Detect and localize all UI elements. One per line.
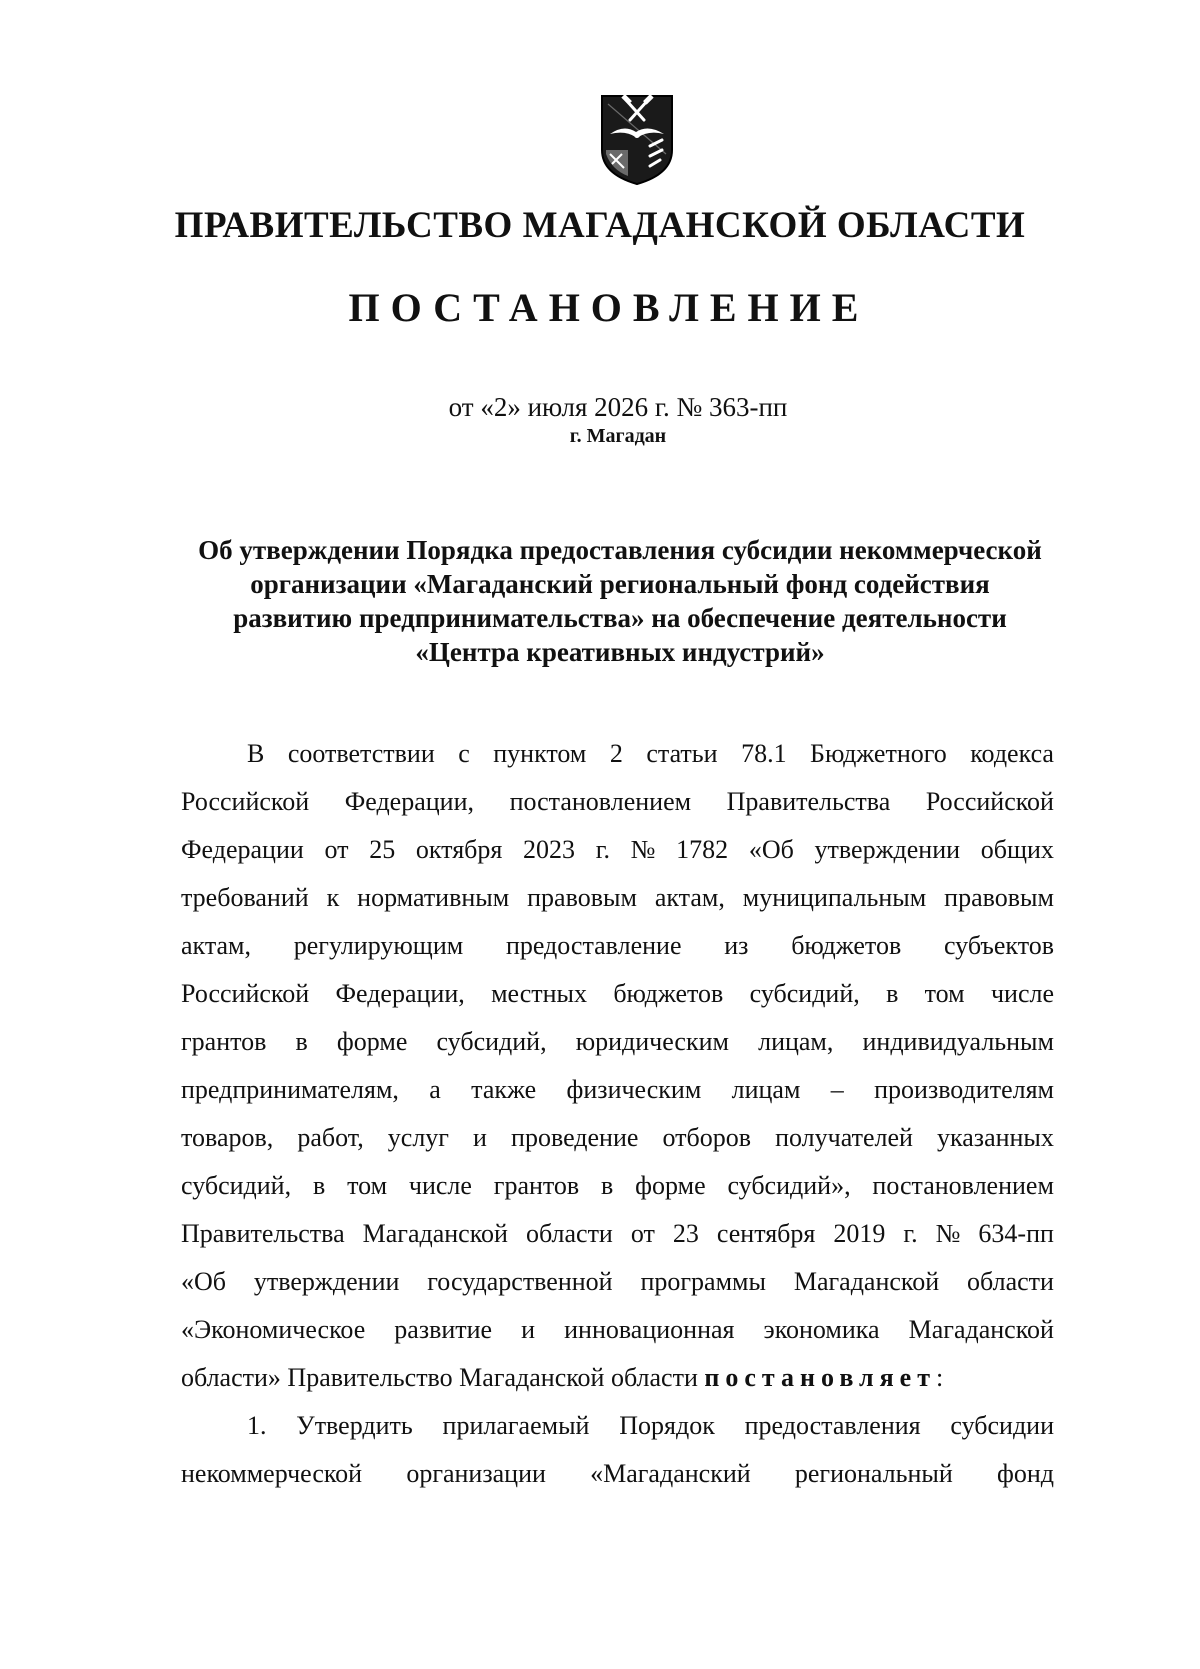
subject-line: «Центра креативных индустрий» <box>415 637 825 667</box>
subject-line: организации «Магаданский региональный фонд содействия <box>250 569 990 599</box>
closing-text: области» Правительство Магаданской области <box>181 1363 698 1392</box>
document-body <box>181 730 1054 1498</box>
body-line: Федерации от 25 октября 2023 г. № 1782 «Об утверждении общих <box>181 835 1054 864</box>
body-line: актам, регулирующим предоставление из бюджетов субъектов <box>181 931 1054 960</box>
body-line: В соответствии с пунктом 2 статьи 78.1 Бюджетного кодекса <box>247 739 1054 768</box>
resolves-word: постановляет <box>704 1363 936 1392</box>
date-number-line: от «2» июля 2026 г. № 363-пп <box>448 392 788 422</box>
body-line: предпринимателям, а также физическим лицам – производителям <box>181 1075 1054 1104</box>
body-line: Правительства Магаданской области от 23 сентября 2019 г. № 634-пп <box>181 1219 1054 1248</box>
body-line: Российской Федерации, местных бюджетов субсидий, в том числе <box>181 979 1054 1008</box>
body-line: требований к нормативным правовым актам, муниципальным правовым <box>181 883 1054 912</box>
government-title: ПРАВИТЕЛЬСТВО МАГАДАНСКОЙ ОБЛАСТИ <box>174 205 1026 246</box>
subject-line: Об утверждении Порядка предоставления субсидии некоммерческой <box>198 535 1042 565</box>
coat-of-arms-icon <box>598 94 676 186</box>
item-1-line: 1. Утвердить прилагаемый Порядок предоставления субсидии <box>247 1411 1054 1440</box>
body-line: субсидий, в том числе грантов в форме субсидий», постановлением <box>181 1171 1054 1200</box>
city-line: г. Магадан <box>569 425 667 447</box>
body-line: грантов в форме субсидий, юридическим лицам, индивидуальным <box>181 1027 1054 1056</box>
body-line: товаров, работ, услуг и проведение отборов получателей указанных <box>181 1123 1054 1152</box>
item-1-line: некоммерческой организации «Магаданский региональный фонд <box>181 1459 1054 1488</box>
document-type-title: ПОСТАНОВЛЕНИЕ <box>348 285 870 330</box>
body-line: Российской Федерации, постановлением Правительства Российской <box>181 787 1054 816</box>
subject-line: развитию предпринимательства» на обеспечение деятельности <box>233 603 1007 633</box>
body-closing-line <box>181 1354 1054 1402</box>
body-line: «Экономическое развитие и инновационная экономика Магаданской <box>181 1315 1054 1344</box>
document-subject <box>170 533 1070 669</box>
body-line: «Об утверждении государственной программы Магаданской области <box>181 1267 1054 1296</box>
closing-punct: : <box>936 1363 944 1392</box>
